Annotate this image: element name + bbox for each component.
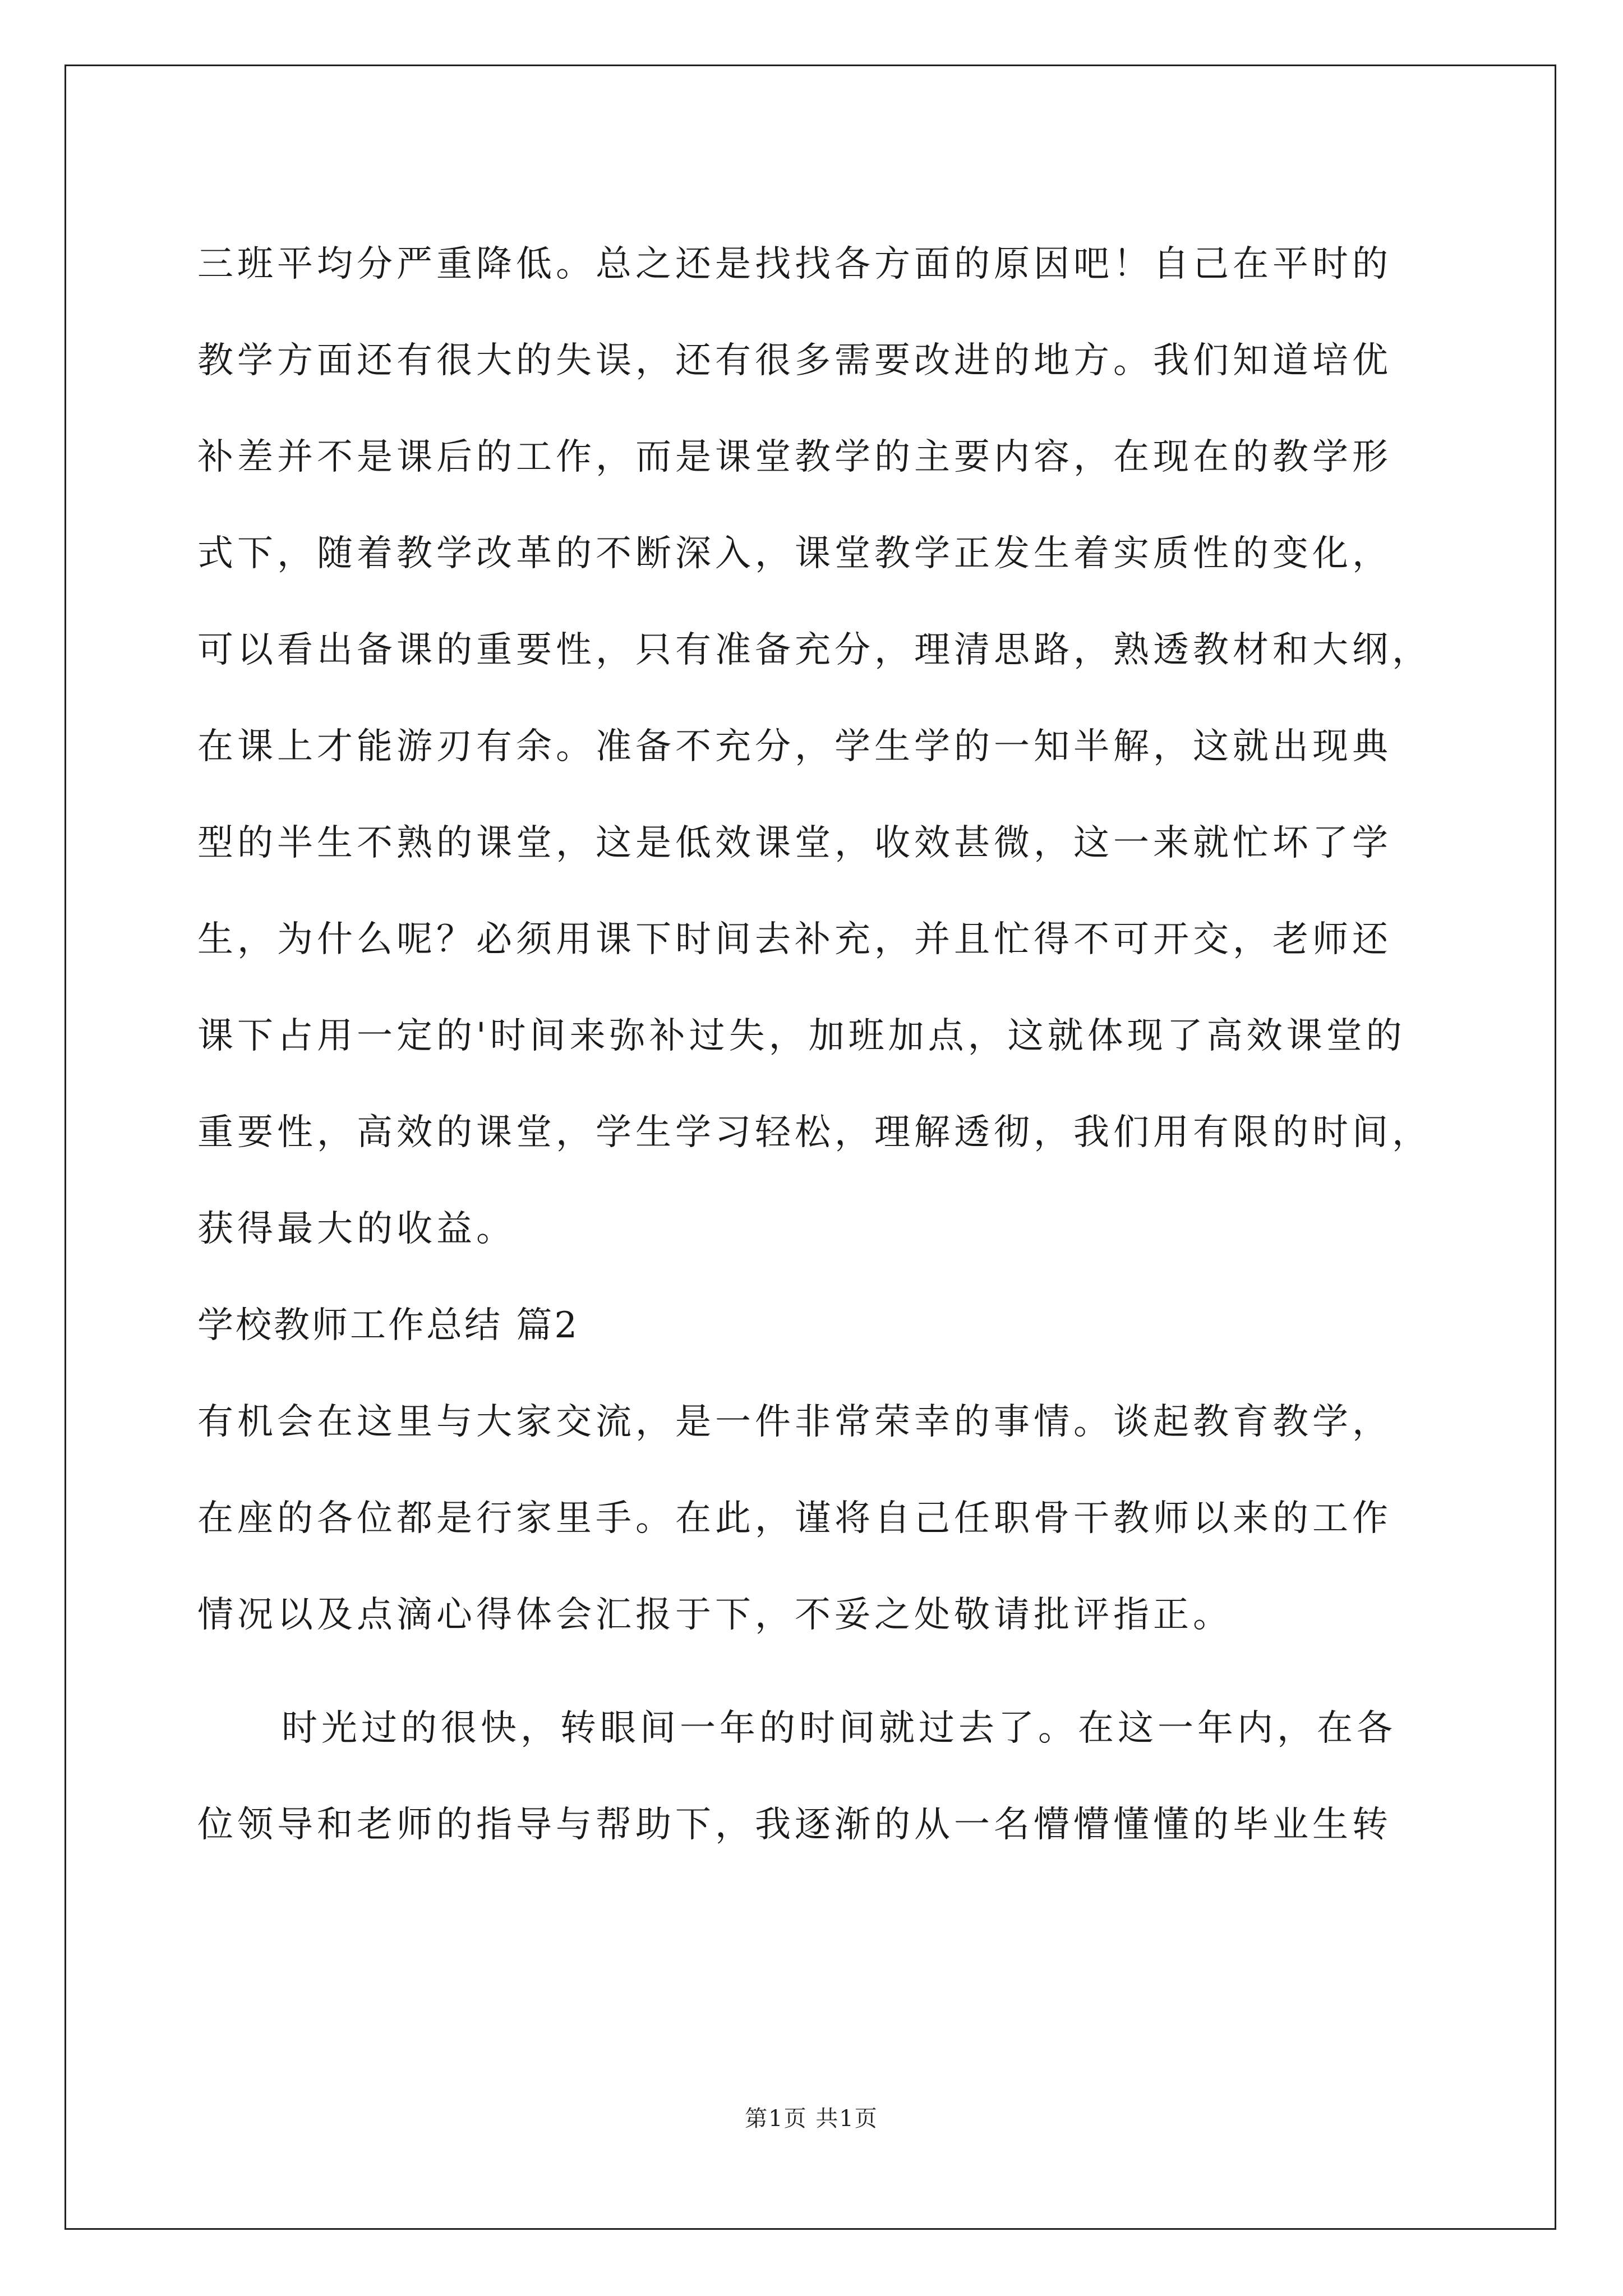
text-line: 式下，随着教学改革的不断深入，课堂教学正发生着实质性的变化，: [197, 533, 1392, 574]
text-line: 在座的各位都是行家里手。在此，谨将自己任职骨干教师以来的工作: [197, 1498, 1392, 1539]
section-heading: 学校教师工作总结 篇2: [197, 1305, 580, 1346]
text-line: 型的半生不熟的课堂，这是低效课堂，收效甚微，这一来就忙坏了学: [197, 822, 1392, 864]
text-line: 教学方面还有很大的失误，还有很多需要改进的地方。我们知道培优: [197, 340, 1392, 381]
text-line: 课下占用一定的'时间来弥补过失，加班加点，这就体现了高效课堂的: [197, 1015, 1406, 1057]
text-line: 重要性，高效的课堂，学生学习轻松，理解透彻，我们用有限的时间，: [197, 1112, 1432, 1153]
paragraph-1: [197, 216, 1493, 1277]
text-line: 获得最大的收益。: [197, 1208, 516, 1250]
text-line: 可以看出备课的重要性，只有准备充分，理清思路，熟透教材和大纲，: [197, 629, 1432, 671]
text-line: 补差并不是课后的工作，而是课堂教学的主要内容，在现在的教学形: [197, 436, 1392, 478]
text-line: 位领导和老师的指导与帮助下，我逐渐的从一名懵懵懂懂的毕业生转: [197, 1804, 1392, 1846]
text-line: 生，为什么呢？必须用课下时间去补充，并且忙得不可开交，老师还: [197, 919, 1392, 960]
text-line: 三班平均分严重降低。总之还是找找各方面的原因吧！自己在平时的: [197, 243, 1392, 285]
paragraph-3: [197, 1680, 1493, 1873]
document-body: [197, 216, 1493, 1873]
text-line: 时光过的很快，转眼间一年的时间就过去了。在这一年内，在各: [282, 1708, 1396, 1749]
text-line: 在课上才能游刃有余。准备不充分，学生学的一知半解，这就出现典: [197, 726, 1392, 767]
paragraph-2: [197, 1374, 1493, 1663]
paragraph-gap: [197, 1663, 1493, 1680]
page-footer: 第1页 共1页: [745, 2106, 878, 2132]
text-line: 情况以及点滴心得体会汇报于下，不妥之处敬请批评指正。: [197, 1594, 1233, 1636]
text-line: 有机会在这里与大家交流，是一件非常荣幸的事情。谈起教育教学，: [197, 1401, 1392, 1443]
